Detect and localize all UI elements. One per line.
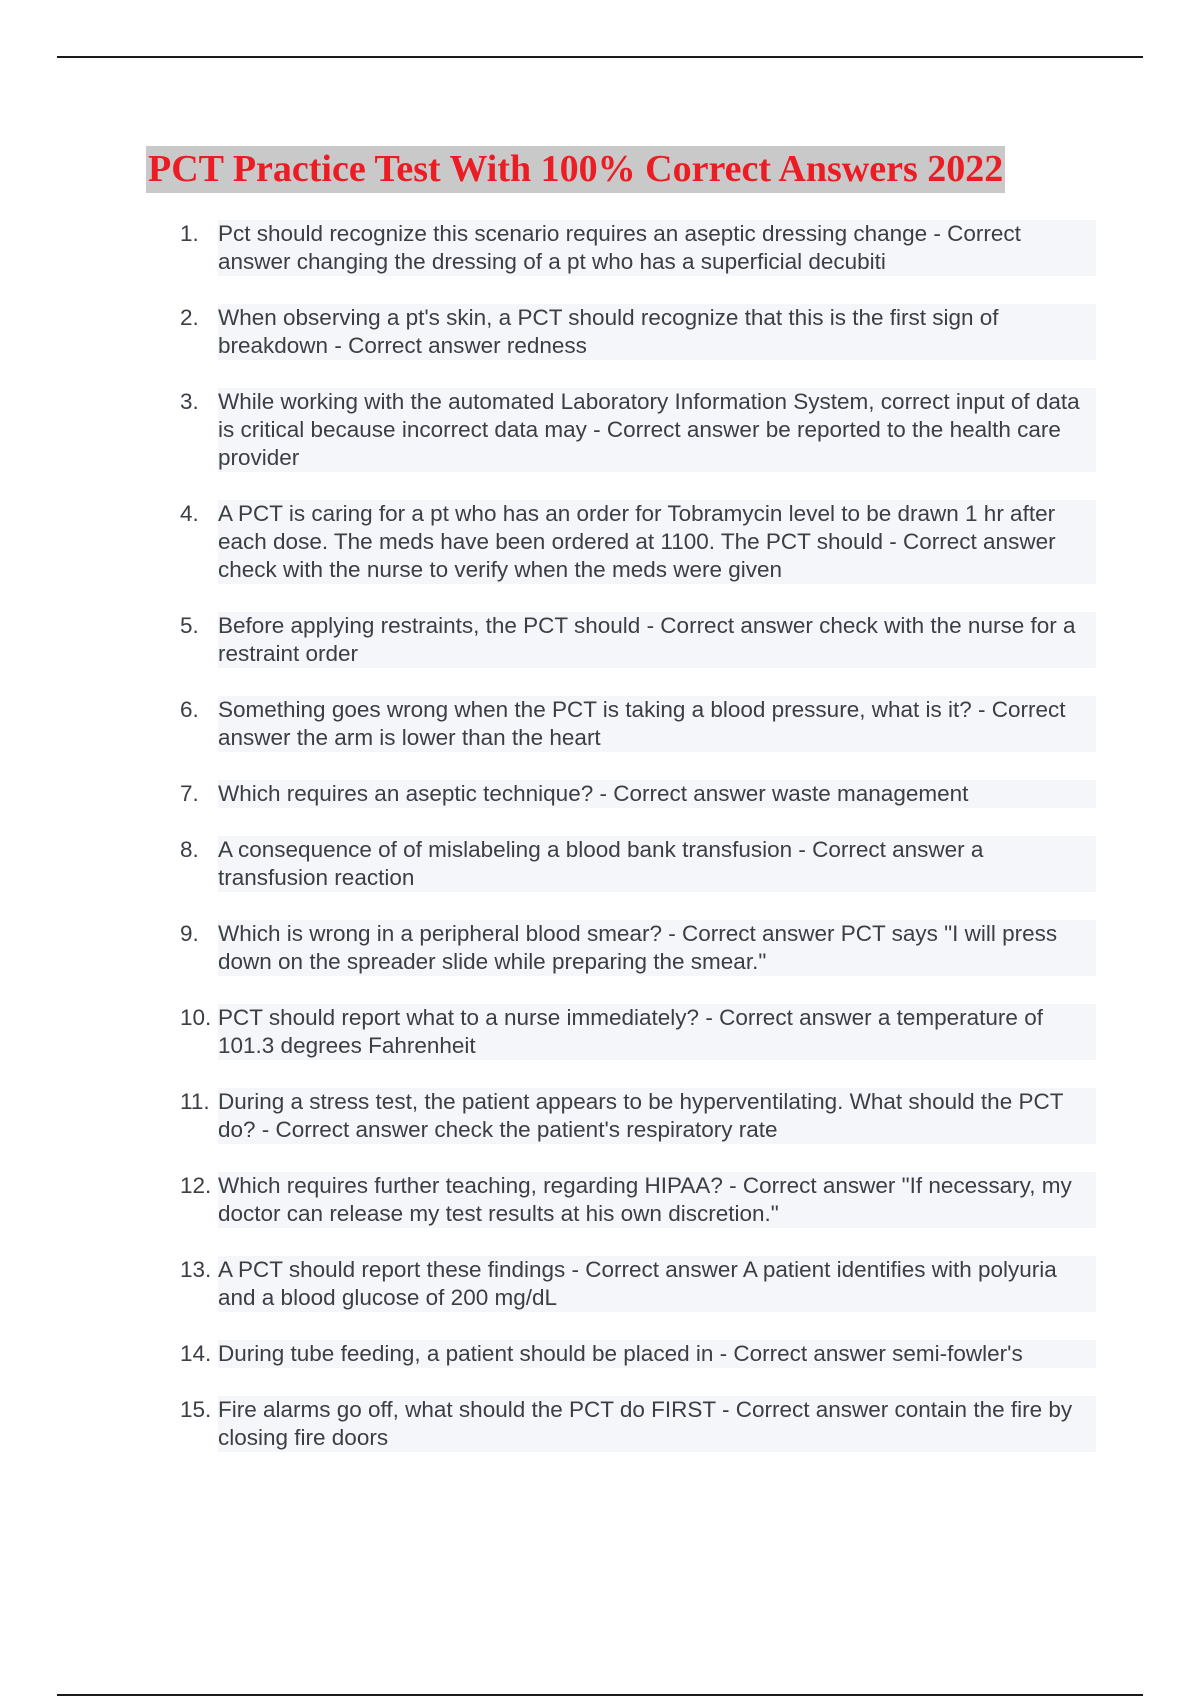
item-text: Fire alarms go off, what should the PCT do FIRST - Correct answer contain the fire by closing fire doors (218, 1396, 1096, 1452)
item-number: 8. (180, 837, 199, 862)
item-number: 15. (180, 1397, 212, 1422)
list-item (176, 1256, 1096, 1312)
item-text: Which requires further teaching, regarding HIPAA? - Correct answer "If necessary, my doctor can release my test results at his own discretion." (218, 1172, 1096, 1228)
list-item (176, 500, 1096, 584)
question-list (176, 220, 1096, 1480)
item-number: 2. (180, 305, 199, 330)
list-item (176, 1396, 1096, 1452)
list-item (176, 1172, 1096, 1228)
header-rule (57, 56, 1143, 58)
item-text: Pct should recognize this scenario requires an aseptic dressing change - Correct answer changing the dressing of a pt who has a superficial decubiti (218, 220, 1096, 276)
item-number: 3. (180, 389, 199, 414)
item-text: Before applying restraints, the PCT should - Correct answer check with the nurse for a restraint order (218, 612, 1096, 668)
item-number: 4. (180, 501, 199, 526)
item-text: Something goes wrong when the PCT is taking a blood pressure, what is it? - Correct answer the arm is lower than the heart (218, 696, 1096, 752)
item-text: A PCT is caring for a pt who has an order for Tobramycin level to be drawn 1 hr after each dose. The meds have been ordered at 1100. The PCT should - Correct answer check with the nurse to verify when the meds were given (218, 500, 1096, 584)
item-number: 9. (180, 921, 199, 946)
list-item (176, 836, 1096, 892)
item-text: During a stress test, the patient appears to be hyperventilating. What should the PCT do? - Correct answer check the patient's respiratory rate (218, 1088, 1096, 1144)
item-number: 11. (180, 1089, 210, 1114)
list-item (176, 1340, 1096, 1368)
list-item (176, 304, 1096, 360)
list-item (176, 920, 1096, 976)
item-text: While working with the automated Laboratory Information System, correct input of data is critical because incorrect data may - Correct answer be reported to the health care provider (218, 388, 1096, 472)
item-number: 7. (180, 781, 199, 806)
item-number: 6. (180, 697, 199, 722)
list-item (176, 696, 1096, 752)
item-number: 13. (180, 1257, 212, 1282)
item-number: 1. (180, 221, 199, 246)
item-number: 12. (180, 1173, 212, 1198)
item-number: 5. (180, 613, 199, 638)
item-number: 10. (180, 1005, 212, 1030)
page-title: PCT Practice Test With 100% Correct Answers 2022 (146, 146, 1005, 193)
list-item (176, 388, 1096, 472)
list-item (176, 1004, 1096, 1060)
item-text: During tube feeding, a patient should be placed in - Correct answer semi-fowler's (218, 1340, 1096, 1368)
item-text: When observing a pt's skin, a PCT should recognize that this is the first sign of breakdown - Correct answer redness (218, 304, 1096, 360)
item-text: Which is wrong in a peripheral blood smear? - Correct answer PCT says "I will press down on the spreader slide while preparing the smear." (218, 920, 1096, 976)
list-item (176, 220, 1096, 276)
list-item (176, 780, 1096, 808)
footer-rule (57, 1694, 1143, 1696)
item-text: PCT should report what to a nurse immediately? - Correct answer a temperature of 101.3 degrees Fahrenheit (218, 1004, 1096, 1060)
item-text: Which requires an aseptic technique? - Correct answer waste management (218, 780, 1096, 808)
item-text: A consequence of of mislabeling a blood bank transfusion - Correct answer a transfusion reaction (218, 836, 1096, 892)
item-number: 14. (180, 1341, 212, 1366)
list-item (176, 612, 1096, 668)
item-text: A PCT should report these findings - Correct answer A patient identifies with polyuria and a blood glucose of 200 mg/dL (218, 1256, 1096, 1312)
list-item (176, 1088, 1096, 1144)
